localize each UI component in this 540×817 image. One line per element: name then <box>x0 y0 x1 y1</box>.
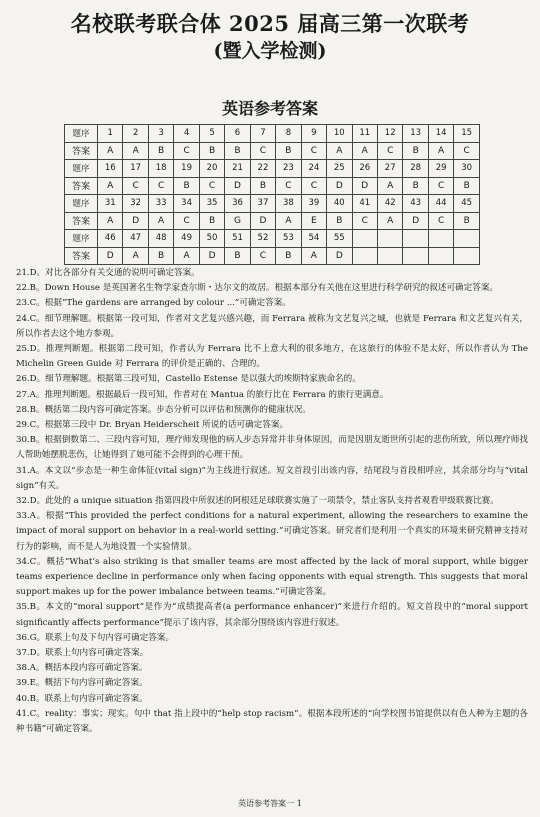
explanation-item: 36.G。联系上句及下句内容可确定答案。 <box>16 632 175 643</box>
table-cell: 22 <box>250 160 275 178</box>
table-cell <box>403 230 428 248</box>
table-cell: 13 <box>403 125 428 143</box>
table-cell: B <box>454 212 480 230</box>
table-cell: 37 <box>250 195 275 213</box>
table-cell: C <box>276 177 301 195</box>
table-cell: B <box>454 177 480 195</box>
answer-row <box>65 177 480 195</box>
table-cell <box>352 230 377 248</box>
table-cell: C <box>174 142 199 160</box>
table-cell: 14 <box>428 125 453 143</box>
table-cell: G <box>225 212 250 230</box>
table-cell: 42 <box>377 195 402 213</box>
table-cell: A <box>377 212 402 230</box>
explanation-item: 32.D。此处的 a unique situation 指第四段中所叙述的阿根廷足球联赛实施了一项禁令，禁止客队支持者观看甲级联赛比赛。 <box>16 496 499 507</box>
section-heading: 英语参考答案 <box>221 99 318 118</box>
question-number-row <box>65 230 480 248</box>
question-number-row <box>65 160 480 178</box>
table-cell: C <box>428 177 453 195</box>
explanation-item: 24.C。细节理解题。根据第一段可知，作者对文艺复兴感兴趣，而 Ferrara 被称为文艺复兴之城，也就是 Ferrara 和文艺复兴有关，所以作者去这个地方参观。 <box>16 313 528 339</box>
table-cell: C <box>377 142 402 160</box>
row-header-cell: 答案 <box>65 142 98 160</box>
table-cell: B <box>276 142 301 160</box>
table-cell: 16 <box>98 160 123 178</box>
explanation-item: 23.C。根据“The gardens are arranged by colour ...”可确定答案。 <box>16 298 291 309</box>
answer-table <box>64 124 480 265</box>
table-cell: C <box>428 212 453 230</box>
explanation-item: 25.D。推理判断题。根据第二段可知，作者认为 Ferrara 比不上意大利的很多地方，在这旅行的体验不是太好，所以作者认为 The Michelin Green Guide 对 Ferrara 的评价是正确的、合理的。 <box>16 344 528 370</box>
answer-row <box>65 247 480 265</box>
table-cell: B <box>148 142 173 160</box>
table-cell: 26 <box>352 160 377 178</box>
row-header-cell: 题序 <box>65 195 98 213</box>
row-header-cell: 题序 <box>65 160 98 178</box>
table-cell: A <box>377 177 402 195</box>
table-cell: 52 <box>250 230 275 248</box>
table-cell: C <box>174 212 199 230</box>
table-cell: C <box>352 212 377 230</box>
explanation-item: 41.C。reality：事实；现实。句中 that 指上段中的“help stop racism”。根据本段所述的“向学校图书馆提供以有色人种为主题的各种书籍”可确定答案。 <box>16 708 528 735</box>
table-cell: C <box>250 247 275 265</box>
table-cell: D <box>327 177 352 195</box>
table-cell: B <box>403 177 428 195</box>
table-cell: D <box>199 247 224 265</box>
table-cell <box>377 230 402 248</box>
table-cell: 49 <box>174 230 199 248</box>
table-cell: 1 <box>98 125 123 143</box>
table-cell <box>377 247 402 265</box>
table-cell: A <box>327 142 352 160</box>
exam-subtitle: (暨入学检测) <box>213 40 327 62</box>
explanation-item: 35.B。本文的“moral support”是作为“成绩提高者(a performance enhancer)”来进行介绍的。短文首段中的“moral support significantly affects performance”提示了该内容，其余部分围绕该内容进行叙述。 <box>16 602 528 628</box>
table-cell: A <box>276 212 301 230</box>
table-cell: 40 <box>327 195 352 213</box>
table-cell: A <box>123 247 148 265</box>
explanation-item: 26.D。细节理解题。根据第三段可知，Castello Estense 是以强大的埃斯特家族命名的。 <box>16 374 361 385</box>
table-cell: 2 <box>123 125 148 143</box>
table-cell: 3 <box>148 125 173 143</box>
table-cell: 45 <box>454 195 480 213</box>
table-cell: C <box>148 177 173 195</box>
explanation-item: 22.B。Down House 是英国著名生物学家查尔斯・达尔文的故居。根据本部分有关他在这里进行科学研究的叙述可确定答案。 <box>16 283 499 294</box>
table-cell: B <box>250 177 275 195</box>
table-cell: A <box>98 142 123 160</box>
table-cell: 34 <box>174 195 199 213</box>
table-cell: 33 <box>148 195 173 213</box>
table-cell: C <box>454 142 480 160</box>
table-cell: 30 <box>454 160 480 178</box>
explanation-item: 34.C。概括“What’s also striking is that smaller teams are most affected by the lack of moral support, while bigger teams experience decline in performance only when facing opponents with equal strength. This suggests that moral support makes up for the power imbalance between teams.”可确定答案。 <box>16 556 528 598</box>
table-cell: D <box>123 212 148 230</box>
table-cell: 23 <box>276 160 301 178</box>
table-cell: 11 <box>352 125 377 143</box>
table-cell: B <box>148 247 173 265</box>
table-cell: C <box>123 177 148 195</box>
table-cell: 12 <box>377 125 402 143</box>
table-cell: 27 <box>377 160 402 178</box>
table-cell: B <box>225 142 250 160</box>
table-cell: 28 <box>403 160 428 178</box>
table-cell: C <box>301 142 326 160</box>
table-cell: 53 <box>276 230 301 248</box>
explanations <box>16 266 528 737</box>
table-cell: C <box>199 177 224 195</box>
table-cell: D <box>403 212 428 230</box>
table-cell: 51 <box>225 230 250 248</box>
table-cell: B <box>403 142 428 160</box>
table-cell: 6 <box>225 125 250 143</box>
table-cell: A <box>174 247 199 265</box>
row-header-cell: 答案 <box>65 247 98 265</box>
table-cell: 54 <box>301 230 326 248</box>
table-cell: A <box>98 177 123 195</box>
table-cell: 5 <box>199 125 224 143</box>
explanation-item: 29.C。根据第三段中 Dr. Bryan Heiderscheit 所说的话可确定答案。 <box>16 420 289 431</box>
explanation-item: 40.B。联系上句内容可确定答案。 <box>16 693 148 704</box>
table-cell <box>428 230 453 248</box>
table-cell: B <box>174 177 199 195</box>
explanation-item: 31.A。本文以“步态是一种生命体征(vital sign)”为主线进行叙述。短文首段引出该内容，结尾段与首段相呼应，其余部分均与“vital sign”有关。 <box>16 465 528 491</box>
table-cell: B <box>276 247 301 265</box>
row-header-cell: 答案 <box>65 212 98 230</box>
table-cell: 38 <box>276 195 301 213</box>
table-cell: 46 <box>98 230 123 248</box>
table-cell: 47 <box>123 230 148 248</box>
table-cell: 36 <box>225 195 250 213</box>
explanation-item: 39.E。概括下句内容可确定答案。 <box>16 678 148 689</box>
table-cell: 19 <box>174 160 199 178</box>
table-cell: 32 <box>123 195 148 213</box>
table-cell: 15 <box>454 125 480 143</box>
table-cell: 35 <box>199 195 224 213</box>
table-cell: D <box>327 247 352 265</box>
table-cell: 10 <box>327 125 352 143</box>
table-cell: 29 <box>428 160 453 178</box>
table-cell: D <box>250 212 275 230</box>
table-cell: D <box>352 177 377 195</box>
table-cell: 31 <box>98 195 123 213</box>
table-cell: E <box>301 212 326 230</box>
table-cell: C <box>301 177 326 195</box>
row-header-cell: 题序 <box>65 230 98 248</box>
table-cell <box>403 247 428 265</box>
table-cell: 8 <box>276 125 301 143</box>
table-cell: A <box>148 212 173 230</box>
question-number-row <box>65 125 480 143</box>
table-cell <box>428 247 453 265</box>
table-cell: 7 <box>250 125 275 143</box>
table-cell: 9 <box>301 125 326 143</box>
table-cell <box>352 247 377 265</box>
page-footer: 英语参考答案一 1 <box>238 799 302 808</box>
table-cell: A <box>123 142 148 160</box>
table-cell: 18 <box>148 160 173 178</box>
table-cell: 41 <box>352 195 377 213</box>
explanation-item: 28.B。概括第二段内容可确定答案。步态分析可以评估和预测你的健康状况。 <box>16 404 311 415</box>
table-cell: D <box>225 177 250 195</box>
table-cell: 17 <box>123 160 148 178</box>
explanation-item: 21.D。对比各部分有关交通的说明可确定答案。 <box>16 268 200 278</box>
table-cell: 55 <box>327 230 352 248</box>
explanation-item: 33.A。根据“This provided the perfect conditions for a natural experiment, allowing the researchers to examine the impact of moral support on behavior in a real-world setting.”可确定答案。研究者们是利用一个真实的环境来研究精神支持对行为的影响，而不是人为地设置一个实验情景。 <box>16 511 528 552</box>
table-cell: A <box>98 212 123 230</box>
table-cell: A <box>428 142 453 160</box>
table-cell: B <box>199 142 224 160</box>
row-header-cell: 题序 <box>65 125 98 143</box>
table-cell <box>454 247 480 265</box>
table-cell: B <box>327 212 352 230</box>
table-cell: 39 <box>301 195 326 213</box>
table-cell: C <box>250 142 275 160</box>
table-cell: 25 <box>327 160 352 178</box>
table-cell: 50 <box>199 230 224 248</box>
explanation-item: 38.A。概括本段内容可确定答案。 <box>16 663 148 674</box>
question-number-row <box>65 195 480 213</box>
explanation-item: 27.A。推理判断题。根据最后一段可知，作者对在 Mantua 的旅行比在 Ferrara 的旅行更满意。 <box>16 389 389 400</box>
table-cell: 44 <box>428 195 453 213</box>
answer-row <box>65 212 480 230</box>
table-cell: 48 <box>148 230 173 248</box>
table-cell: B <box>225 247 250 265</box>
exam-title: 名校联考联合体 2025 届高三第一次联考 <box>70 11 470 36</box>
table-cell: 20 <box>199 160 224 178</box>
table-cell: A <box>301 247 326 265</box>
explanation-item: 30.B。根据倒数第二、三段内容可知，理疗师发现他的病人步态异常并非身体原因，而是因朋友逝世所引起的悲伤所致，所以理疗师找人帮助她摆脱悲伤，让她得到了她可能不会得到的心理干预。 <box>16 435 528 461</box>
table-cell: B <box>199 212 224 230</box>
row-header-cell: 答案 <box>65 177 98 195</box>
answer-row <box>65 142 480 160</box>
table-cell: 24 <box>301 160 326 178</box>
table-cell: D <box>98 247 123 265</box>
table-cell: A <box>352 142 377 160</box>
table-cell: 4 <box>174 125 199 143</box>
table-cell <box>454 230 480 248</box>
explanation-item: 37.D。联系上句内容可确定答案。 <box>16 648 149 659</box>
table-cell: 21 <box>225 160 250 178</box>
table-cell: 43 <box>403 195 428 213</box>
